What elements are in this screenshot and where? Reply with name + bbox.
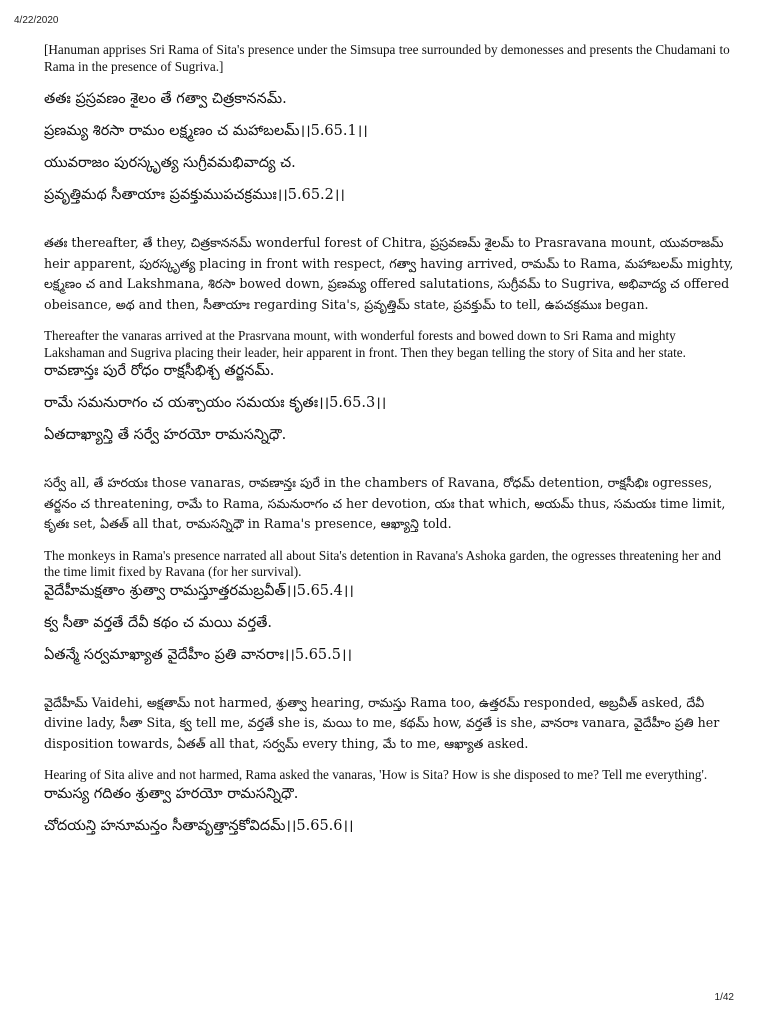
verse-line: రామస్య గదితం శ్రుత్వా హరయో రామసన్నిధౌ. xyxy=(44,785,299,802)
print-date: 4/22/2020 xyxy=(14,15,59,26)
chapter-summary: [Hanuman apprises Sri Rama of Sita's presence under the Simsupa tree surrounded by demonesses and presents the Chudamani to Rama in the presence of Sugriva.] xyxy=(44,42,730,74)
translation: The monkeys in Rama's presence narrated all about Sita's detention in Ravana's Ashoka garden, the ogresses threatening her and the time limit fixed by Ravana (for her survival). xyxy=(44,547,721,579)
translation: Thereafter the vanaras arrived at the Prasrvana mount, with wonderful forests and bowed down to Sri Rama and mighty Lakshaman and Sugriva placing their leader, heir apparent in front. Then they began telling the story of Sita and her state. xyxy=(44,328,686,360)
verse-line: క్వ సీతా వర్తతే దేవీ కథం చ మయి వర్తతే. xyxy=(44,614,272,631)
document-body xyxy=(44,41,734,848)
verse-line: ప్రణమ్య శిరసా రామం లక్ష్మణం చ మహాబలమ్।।5.65.1।। xyxy=(44,123,368,139)
verse-line: తతః ప్రస్రవణం శైలం తే గత్వా చిత్రకాననమ్. xyxy=(44,91,287,107)
translation: Hearing of Sita alive and not harmed, Rama asked the vanaras, 'How is Sita? How is she disposed to me? Tell me everything'. xyxy=(44,767,708,782)
word-meaning: తతః thereafter, తే they, చిత్రకాననమ్ wonderful forest of Chitra, ప్రస్రవణమ్ శైలమ్ to Prasravana mount, యువరాజమ్ heir apparent, పురస్కృత్య placing in front with respect, గత్వా having arrived, రామమ్ to Rama, మహాబలమ్ mighty, లక్ష్మణం చ and Lakshmana, శిరసా bowed down, ప్రణమ్య offered salutations, సుగ్రీవమ్ to Sugriva, అభివాద్య చ offered obeisance, అథ and then, సీతాయాః regarding Sita's, ప్రవృత్తిమ్ state, ప్రవక్తుమ్ to tell, ఉపచక్రముః began. xyxy=(44,235,734,312)
verse-line: ఏతన్మే సర్వమాఖ్యాత వైదేహీం ప్రతి వానరాః।।5.65.5।। xyxy=(44,646,352,663)
verse-line: వైదేహీమక్షతాం శ్రుత్వా రామస్తూత్తరమబ్రవీత్।।5.65.4।। xyxy=(44,582,354,599)
verse-line: చోదయన్తి హనూమన్తం సీతావృత్తాన్తకోవిదమ్।।5.65.6।। xyxy=(44,817,354,834)
verse-line: ఏతదాఖ్యాన్తి తే సర్వే హరయో రామసన్నిధౌ. xyxy=(44,427,287,443)
verse-line: రావణాన్తః పురే రోధం రాక్షసీభిశ్చ తర్జనమ్. xyxy=(44,363,275,379)
page-number: 1/42 xyxy=(714,992,734,1003)
verse-line: రామే సమనురాగం చ యశ్చాయం సమయః కృతః।।5.65.3।। xyxy=(44,395,387,411)
shloka-group-3 xyxy=(44,581,734,784)
verse-line: ప్రవృత్తిమథ సీతాయాః ప్రవక్తుముపచక్రముః।।5.65.2।। xyxy=(44,187,345,203)
shloka-group-4 xyxy=(44,784,734,836)
verse-line: యువరాజం పురస్కృత్య సుగ్రీవమభివాద్య చ. xyxy=(44,155,296,171)
word-meaning: సర్వే all, తే హరయః those vanaras, రావణాన్తః పురే in the chambers of Ravana, రోధమ్ detention, రాక్షసీభిః ogresses, తర్జనం చ threatening, రామే to Rama, సమనురాగం చ her devotion, యః that which, అయమ్ thus, సమయః time limit, కృతః set, ఏతత్ all that, రామసన్నిధౌ in Rama's presence, ఆఖ్యాన్తి told. xyxy=(44,475,726,531)
shloka-group-1 xyxy=(44,89,734,361)
shloka-group-2 xyxy=(44,361,734,581)
word-meaning: వైదేహీమ్ Vaidehi, అక్షతామ్ not harmed, శ్రుత్వా hearing, రామస్తు Rama too, ఉత్తరమ్ responded, అబ్రవీత్ asked, దేవీ divine lady, సీతా Sita, క్వ tell me, వర్తతే she is, మయి to me, కథమ్ how, వర్తతే is she, వానరాః vanara, వైదేహీం ప్రతి her disposition towards, ఏతత్ all that, సర్వమ్ every thing, మే to me, ఆఖ్యాత asked. xyxy=(44,694,720,751)
